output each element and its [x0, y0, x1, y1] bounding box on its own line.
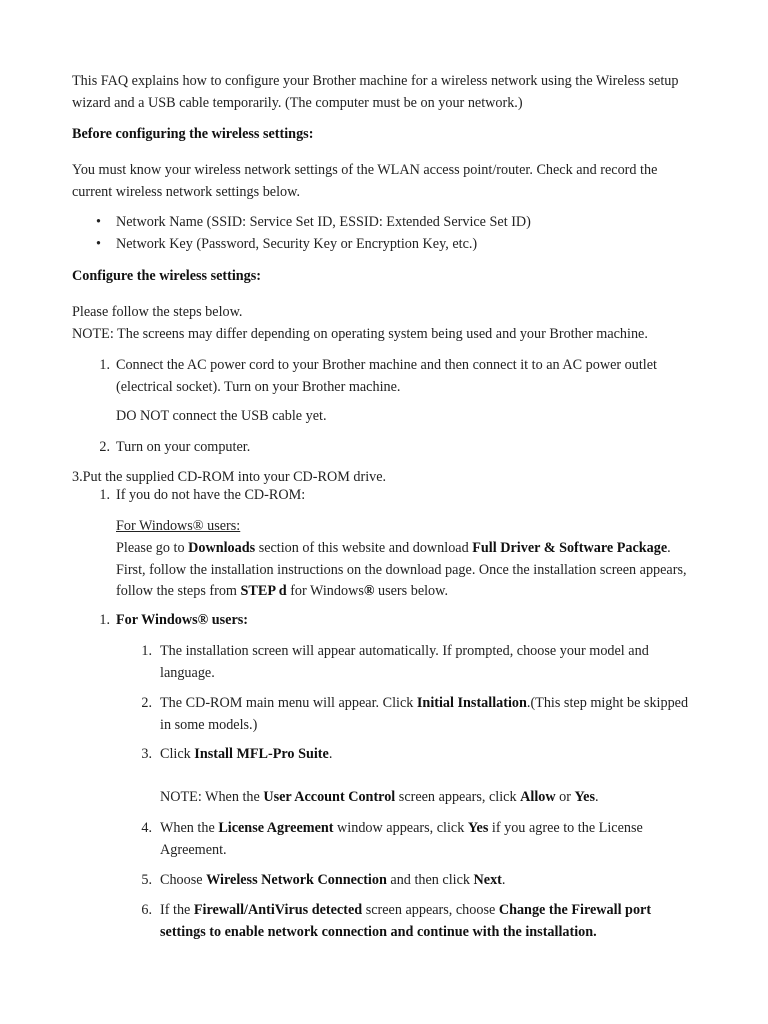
sub-step-1-text: The installation screen will appear automatically. If prompted, choose your model and language. — [160, 643, 649, 681]
list-number: 6. — [141, 902, 152, 918]
yes-emphasis: Yes — [467, 820, 489, 836]
text-run: .(This step might be skipped in some models.) — [160, 695, 689, 733]
intro-paragraph: This FAQ explains how to configure your Brother machine for a wireless network using the Wireless setup wizard and a USB cable temporarily. (The computer must be on your network.) — [72, 73, 679, 111]
list-number: 2. — [99, 439, 110, 455]
sub-step-4-text — [160, 818, 698, 861]
sub-step-2-text — [160, 693, 698, 736]
bullet-item: Network Name (SSID: Service Set ID, ESSID: Extended Service Set ID) — [116, 214, 531, 230]
text-run: for Windows — [286, 583, 364, 599]
text-run: Please go to — [116, 540, 189, 556]
sub-step-3-text — [160, 744, 698, 766]
text-run: if you agree to the License Agreement. — [160, 820, 643, 858]
list-number: 1. — [141, 643, 152, 659]
before-heading-text: Before configuring the wireless settings: — [72, 126, 314, 142]
step-2-text: Turn on your computer. — [116, 439, 251, 455]
list-number: 4. — [141, 820, 152, 836]
yes-emphasis: Yes — [574, 789, 596, 805]
license-agreement-emphasis: License Agreement — [218, 820, 334, 836]
before-heading — [72, 124, 698, 146]
for-windows-link[interactable] — [116, 516, 698, 538]
list-number: 5. — [141, 872, 152, 888]
bullet-item: Network Key (Password, Security Key or Encryption Key, etc.) — [116, 236, 478, 252]
text-run: . — [328, 746, 333, 762]
windows-users-heading-text: For Windows® users: — [116, 612, 249, 628]
text-run: . — [501, 872, 506, 888]
step-1-text: Connect the AC power cord to your Brother machine and then connect it to an AC power outlet (electrical socket). Turn on your Brother machine. — [116, 357, 657, 395]
configure-heading — [72, 266, 698, 288]
install-mfl-emphasis: Install MFL-Pro Suite — [194, 746, 329, 762]
bullet-marker: • — [96, 236, 101, 252]
must-know-paragraph: You must know your wireless network settings of the WLAN access point/router. Check and record the current wireless network settings below. — [72, 162, 658, 200]
bullet-marker: • — [96, 214, 101, 230]
text-run: . First, follow the installation instructions on the download page. Once the installation screen appears, follow the steps from — [116, 540, 687, 599]
windows-users-heading — [116, 610, 698, 632]
text-run: window appears, click — [333, 820, 468, 836]
allow-emphasis: Allow — [520, 789, 556, 805]
registered-mark: ® — [363, 583, 375, 599]
step-1-note: DO NOT connect the USB cable yet. — [116, 408, 327, 424]
text-run: If the — [160, 902, 194, 918]
list-number: 1. — [99, 357, 110, 373]
for-windows-link-text[interactable]: For Windows® users: — [116, 518, 241, 534]
text-run: or — [555, 789, 575, 805]
text-run: screen appears, click — [395, 789, 521, 805]
text-run: Click — [160, 746, 195, 762]
step-3-text: 3.Put the supplied CD-ROM into your CD-ROM drive. — [72, 469, 387, 485]
wireless-connection-emphasis: Wireless Network Connection — [206, 872, 387, 888]
configure-heading-text: Configure the wireless settings: — [72, 268, 262, 284]
initial-installation-emphasis: Initial Installation — [416, 695, 527, 711]
text-run: Choose — [160, 872, 207, 888]
downloads-emphasis: Downloads — [188, 540, 256, 556]
next-emphasis: Next — [473, 872, 502, 888]
full-driver-emphasis: Full Driver & Software Package — [472, 540, 668, 556]
list-number: 3. — [141, 746, 152, 762]
step-d-emphasis: STEP d — [240, 583, 287, 599]
change-firewall-emphasis: Change the Firewall port settings to enable network connection and continue with the installation. — [160, 902, 652, 940]
sub-step-6-text — [160, 900, 698, 943]
text-run: . — [595, 789, 599, 805]
uac-emphasis: User Account Control — [263, 789, 396, 805]
no-cdrom-text: If you do not have the CD-ROM: — [116, 487, 306, 503]
list-number: 1. — [99, 612, 110, 628]
text-run: users below. — [374, 583, 449, 599]
list-number: 2. — [141, 695, 152, 711]
text-run: screen appears, choose — [362, 902, 499, 918]
firewall-detected-emphasis: Firewall/AntiVirus detected — [193, 902, 363, 918]
list-number: 1. — [99, 487, 110, 503]
note-screens-text: NOTE: The screens may differ depending on operating system being used and your Brother machine. — [72, 326, 648, 342]
download-instructions — [116, 538, 698, 603]
follow-steps-text: Please follow the steps below. — [72, 304, 243, 320]
sub-step-5-text — [160, 870, 698, 892]
text-run: The CD-ROM main menu will appear. Click — [160, 695, 417, 711]
text-run: and then click — [386, 872, 474, 888]
text-run: section of this website and download — [255, 540, 473, 556]
text-run: When the — [160, 820, 219, 836]
uac-note — [160, 787, 698, 809]
text-run: NOTE: When the — [160, 789, 264, 805]
